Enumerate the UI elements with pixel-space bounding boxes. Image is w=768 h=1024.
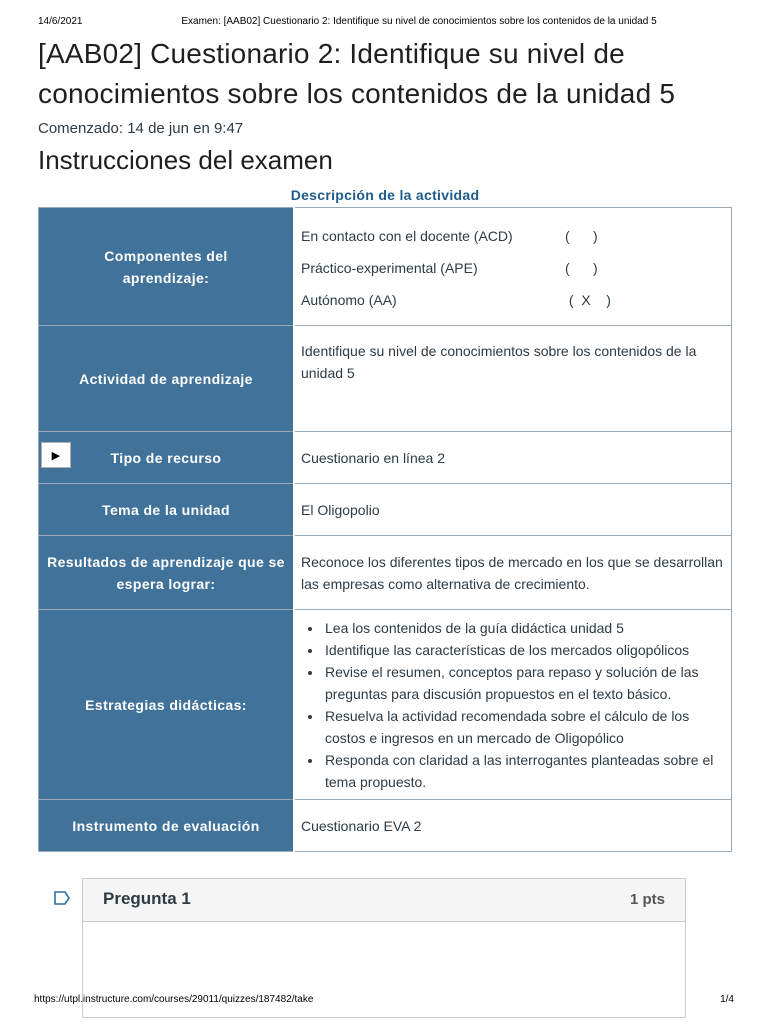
instrument-label: Instrumento de evaluación <box>39 800 295 852</box>
activity-value: Identifique su nivel de conocimientos sobre los contenidos de la unidad 5 <box>294 326 732 432</box>
list-item: • Resuelva la actividad recomendada sobre el cálculo de los costos e ingresos en un mercado de Oligopólico <box>323 705 723 749</box>
component-name: Práctico-experimental (APE) <box>301 259 478 276</box>
resource-label: Tipo de recurso <box>110 449 222 466</box>
instructions-heading: Instrucciones del examen <box>38 145 333 175</box>
list-item: • Responda con claridad a las interrogantes planteadas sobre el tema propuesto. <box>323 749 723 793</box>
print-document-title: Examen: [AAB02] Cuestionario 2: Identifique su nivel de conocimientos sobre los contenidos de la unidad 5 <box>181 16 657 27</box>
component-name: Autónomo (AA) <box>301 291 397 308</box>
print-date: 14/6/2021 <box>38 16 83 27</box>
component-name: En contacto con el docente (ACD) <box>301 227 513 244</box>
theme-value: El Oligopolio <box>294 484 732 536</box>
table-row-resource <box>39 432 732 484</box>
component-item <box>301 252 723 284</box>
results-label: Resultados de aprendizaje que se espera lograr: <box>39 536 295 610</box>
component-mark: ( ) <box>565 259 598 276</box>
question-points: 1 pts <box>629 891 665 908</box>
resource-label-cell <box>39 432 295 484</box>
table-row-results <box>39 536 732 610</box>
instrument-value: Cuestionario EVA 2 <box>294 800 732 852</box>
table-row-theme <box>39 484 732 536</box>
components-label: Componentes del aprendizaje: <box>39 208 295 326</box>
component-mark: ( ) <box>565 227 598 244</box>
results-value: Reconoce los diferentes tipos de mercado en los que se desarrollan las empresas como alternativa de crecimiento. <box>294 536 732 610</box>
resource-value: Cuestionario en línea 2 <box>294 432 732 484</box>
quiz-started-time: Comenzado: 14 de jun en 9:47 <box>38 120 244 137</box>
print-header <box>38 16 730 30</box>
table-row-components <box>39 208 732 326</box>
bookmark-flag-icon[interactable] <box>54 891 70 905</box>
list-item: • Lea los contenidos de la guía didáctica unidad 5 <box>323 617 723 639</box>
play-icon[interactable]: ▶ <box>41 442 71 468</box>
list-item: • Identifique las características de los mercados oligopólicos <box>323 639 723 661</box>
strategies-cell <box>294 610 732 800</box>
strategies-list <box>301 617 723 793</box>
list-item: • Revise el resumen, conceptos para repaso y solución de las preguntas para discusión propuestos en el texto básico. <box>323 661 723 705</box>
component-item <box>301 284 723 316</box>
theme-label: Tema de la unidad <box>39 484 295 536</box>
quiz-title: [AAB02] Cuestionario 2: Identifique su nivel de conocimientos sobre los contenidos de la unidad 5 <box>38 38 676 109</box>
activity-table-caption: Descripción de la actividad <box>290 187 480 203</box>
component-item <box>301 220 723 252</box>
table-row-activity <box>39 326 732 432</box>
activity-description-table <box>38 207 732 852</box>
components-cell <box>294 208 732 326</box>
activity-label: Actividad de aprendizaje <box>39 326 295 432</box>
page-number: 1/4 <box>720 994 734 1005</box>
table-row-instrument <box>39 800 732 852</box>
strategies-label: Estrategias didácticas: <box>39 610 295 800</box>
page-url[interactable]: https://utpl.instructure.com/courses/29011/quizzes/187482/take <box>34 994 314 1005</box>
print-footer <box>34 994 734 1008</box>
component-mark: ( X ) <box>565 291 611 308</box>
question-header <box>83 879 685 922</box>
question-name: Pregunta 1 <box>103 889 191 908</box>
table-row-strategies <box>39 610 732 800</box>
